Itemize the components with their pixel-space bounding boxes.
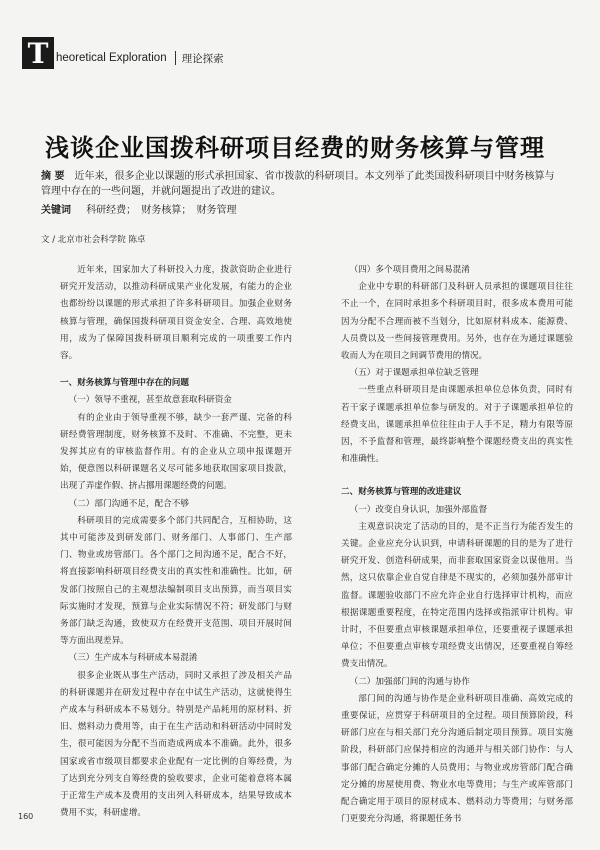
subsection-heading: （二）加强部门间的沟通与协作: [349, 676, 470, 687]
subsection-heading: （五）对于课题承担单位缺乏管理: [349, 368, 479, 379]
subsection-heading: （三）生产成本与科研成本易混淆: [68, 653, 198, 664]
journal-header: [22, 36, 224, 70]
abstract: [41, 169, 561, 199]
section-heading: 一、财务核算与管理中存在的问题: [60, 378, 189, 389]
section-label: 理论探索: [181, 52, 224, 65]
abstract-label: 摘 要: [41, 171, 65, 182]
article-title: 浅谈企业国拨科研项目经费的财务核算与管理: [45, 133, 545, 162]
subsection-heading: （一）领导不重视，甚至故意套取科研资金: [68, 395, 232, 406]
right-column: [341, 262, 573, 829]
paragraph: 科研项目的完成需要多个部门共同配合，互相协助，这其中可能涉及到研发部门、财务部门、人事部门、生产部门、物业或房管部门。各个部门之间沟通不足，配合不好，将直接影响科研项目经费支出的真实性和准确性。比如，研发部门按照自己的主观想法编制项目支出预算，而当项目实际实施时才发现，预算与企业实际情况不符；研发部门与财务部门缺乏沟通，致使双方在经费开支范围、项目开展时间等方面出现差异。: [60, 515, 292, 647]
intro-paragraph: 近年来，国家加大了科研投入力度，拨款资助企业进行研究开发活动，以推动科研成果产业化发展，有能力的企业也都纷纷以课题的形式承担了许多科研项目。加强企业财务核算与管理，确保国拨科研项目资金安全、合理、高效地使用，成为了保障国拨科研项目顺利完成的一项重要工作内容。: [60, 265, 292, 362]
header-divider: [175, 51, 176, 65]
subsection-heading: （二）部门沟通不足，配合不够: [68, 498, 189, 509]
paragraph: 很多企业既从事生产活动，同时又承担了涉及相关产品的科研课题并在研发过程中存在中试生产活动，这就使得生产成本与科研成本不易划分。特别是产品耗用的原材料、折旧、燃料动力费用等，由于在生产活动和科研活动中同时发生，很可能因为分配不当而造成两成本不准确。此外，很多国家或省市级项目都要求企业配有一定比例的自筹经费，为了达到充分列支自筹经费的验收要求，企业可能着意将本属于正常生产成本及费用的支出列入科研成本，结果导致成本费用不实，科研虚增。: [60, 670, 292, 819]
section-heading: 二、财务核算与管理的改进建议: [341, 487, 462, 498]
keywords-label: 关键词: [41, 205, 71, 216]
keyword-item: 财务管理: [196, 205, 237, 216]
paragraph: 企业中专职的科研部门及科研人员承担的课题项目往往不止一个，在同时承担多个科研项目时，很多成本费用可能因为分配不合理而被不当划分，比如原材料成本、能源费、人员费以及一些间接管理费用。另外，也存在为通过课题验收而人为在项目之间调节费用的情况。: [341, 282, 573, 362]
paragraph: 部门间的沟通与协作是企业科研项目准确、高效完成的重要保证，应贯穿于科研项目的全过程。项目预算阶段，科研部门应在与相关部门充分沟通后制定项目预算。项目实施阶段，科研部门应保持相应的沟通并与相关部门协作：与人事部门配合确定分摊的人员费用；与物业或房管部门配合确定分摊的房屋使用费、物业水电等费用；与生产或库管部门配合确定用于项目的原材成本、燃料动力等费用；与财务部门更要充分沟通，将课题任务书: [341, 693, 573, 825]
keyword-item: 科研经费；: [86, 205, 137, 216]
logo-text: heoretical Exploration: [56, 52, 167, 64]
page-number: 160: [18, 812, 34, 821]
paragraph: 一些重点科研项目是由课题承担单位总体负责，同时有若干家子课题承担单位参与研发的。对于子课题承担单位的经费支出，课题承担单位往往由于人手不足，精力有限等原因，不予监督和管理，最终影响整个课题经费支出的真实性和准确性。: [341, 385, 573, 465]
byline: 文 / 北京市社会科学院 陈卓: [41, 235, 146, 245]
subsection-heading: （四）多个项目费用之间易混淆: [349, 265, 470, 275]
keywords: [41, 201, 239, 216]
subsection-heading: （一）改变自身认识，加强外部监督: [349, 504, 488, 515]
paragraph: 主观意识决定了活动的目的，是不正当行为能否发生的关键。企业应充分认识到，申请科研课题的目的是为了进行研究开发、创造科研成果，而非套取国家资金以谋他用。当然，这只依靠企业自觉自律是不现实的，必须加强外部审计监督。课题验收部门不应允许企业自行选择审计机构，而应根据课题重要程度，在特定范围内选择或指派审计机构。审计时，不但要重点审核课题承担单位，还要重视子课题承担单位；不但要重点审核专项经费支出情况，还要重视自筹经费支出情况。: [341, 521, 573, 670]
logo-letter: T: [22, 37, 54, 69]
keyword-item: 财务核算；: [141, 205, 192, 216]
left-column: [60, 262, 292, 823]
abstract-text: 近年来，很多企业以课题的形式承担国家、省市拨款的科研项目。本文列举了此类国拨科研项目中财务核算与管理中存在的一些问题，并就问题提出了改进的建议。: [41, 171, 555, 197]
paragraph: 有的企业由于领导重视不够，缺少一套严谨、完备的科研经费管理制度，财务核算不及时、不准确、不完整，更未发挥其应有的审核监督作用。有的企业从立项申报课题开始，便意图以科研课题名义尽可能多地获取国家项目拨款，出现了弄虚作假、挤占挪用课题经费的问题。: [60, 412, 292, 492]
